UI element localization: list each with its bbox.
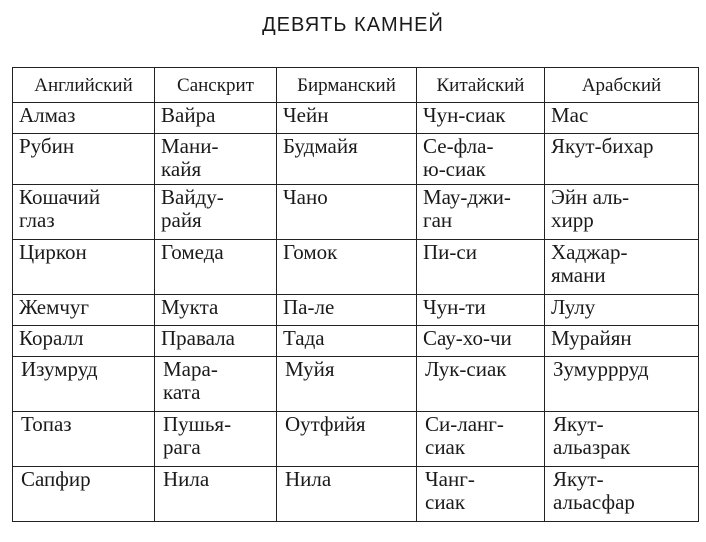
cell-chinese: Мау-джи- ган bbox=[417, 185, 545, 240]
column-header-burmese: Бирманский bbox=[277, 68, 417, 103]
cell-english: Алмаз bbox=[13, 103, 155, 134]
table-row bbox=[13, 295, 699, 326]
cell-arabic: Якут- альазрак bbox=[545, 412, 699, 467]
table-row bbox=[13, 357, 699, 412]
cell-arabic: Якут-бихар bbox=[545, 134, 699, 185]
cell-sanskrit: Мани- кайя bbox=[155, 134, 277, 185]
cell-arabic: Мурайян bbox=[545, 326, 699, 357]
cell-english: Рубин bbox=[13, 134, 155, 185]
cell-arabic: Зумуррруд bbox=[545, 357, 699, 412]
table-row bbox=[13, 412, 699, 467]
table-row bbox=[13, 103, 699, 134]
column-header-chinese: Китайский bbox=[417, 68, 545, 103]
cell-burmese: Гомок bbox=[277, 240, 417, 295]
cell-burmese: Нила bbox=[277, 467, 417, 522]
cell-burmese: Тада bbox=[277, 326, 417, 357]
cell-sanskrit: Нила bbox=[155, 467, 277, 522]
cell-burmese: Па-ле bbox=[277, 295, 417, 326]
cell-english: Топаз bbox=[13, 412, 155, 467]
cell-sanskrit: Мара- ката bbox=[155, 357, 277, 412]
cell-english: Циркон bbox=[13, 240, 155, 295]
cell-sanskrit: Вайду- райя bbox=[155, 185, 277, 240]
cell-chinese: Се-фла- ю-сиак bbox=[417, 134, 545, 185]
cell-arabic: Хаджар- ямани bbox=[545, 240, 699, 295]
cell-arabic: Лулу bbox=[545, 295, 699, 326]
cell-sanskrit: Мукта bbox=[155, 295, 277, 326]
cell-chinese: Чун-сиак bbox=[417, 103, 545, 134]
cell-chinese: Лук-сиак bbox=[417, 357, 545, 412]
cell-burmese: Чано bbox=[277, 185, 417, 240]
cell-english: Изумруд bbox=[13, 357, 155, 412]
cell-chinese: Сау-хо-чи bbox=[417, 326, 545, 357]
table-row bbox=[13, 185, 699, 240]
table-header-row bbox=[13, 68, 699, 103]
cell-sanskrit: Гомеда bbox=[155, 240, 277, 295]
cell-arabic: Якут- альасфар bbox=[545, 467, 699, 522]
cell-burmese: Муйя bbox=[277, 357, 417, 412]
cell-english: Кошачий глаз bbox=[13, 185, 155, 240]
table-row bbox=[13, 240, 699, 295]
cell-english: Сапфир bbox=[13, 467, 155, 522]
table-row bbox=[13, 467, 699, 522]
cell-burmese: Чейн bbox=[277, 103, 417, 134]
cell-arabic: Мас bbox=[545, 103, 699, 134]
column-header-sanskrit: Санскрит bbox=[155, 68, 277, 103]
cell-english: Жемчуг bbox=[13, 295, 155, 326]
table-row bbox=[13, 326, 699, 357]
page-title: ДЕВЯТЬ КАМНЕЙ bbox=[262, 14, 444, 36]
cell-chinese: Пи-си bbox=[417, 240, 545, 295]
column-header-arabic: Арабский bbox=[545, 68, 699, 103]
cell-burmese: Оутфийя bbox=[277, 412, 417, 467]
cell-chinese: Чанг- сиак bbox=[417, 467, 545, 522]
cell-arabic: Эйн аль- хирр bbox=[545, 185, 699, 240]
cell-chinese: Чун-ти bbox=[417, 295, 545, 326]
cell-english: Коралл bbox=[13, 326, 155, 357]
column-header-english: Английский bbox=[13, 68, 155, 103]
cell-chinese: Си-ланг- сиак bbox=[417, 412, 545, 467]
cell-sanskrit: Правала bbox=[155, 326, 277, 357]
cell-sanskrit: Пушья- рага bbox=[155, 412, 277, 467]
cell-burmese: Будмайя bbox=[277, 134, 417, 185]
cell-sanskrit: Вайра bbox=[155, 103, 277, 134]
nine-stones-table bbox=[12, 67, 699, 522]
table-row bbox=[13, 134, 699, 185]
